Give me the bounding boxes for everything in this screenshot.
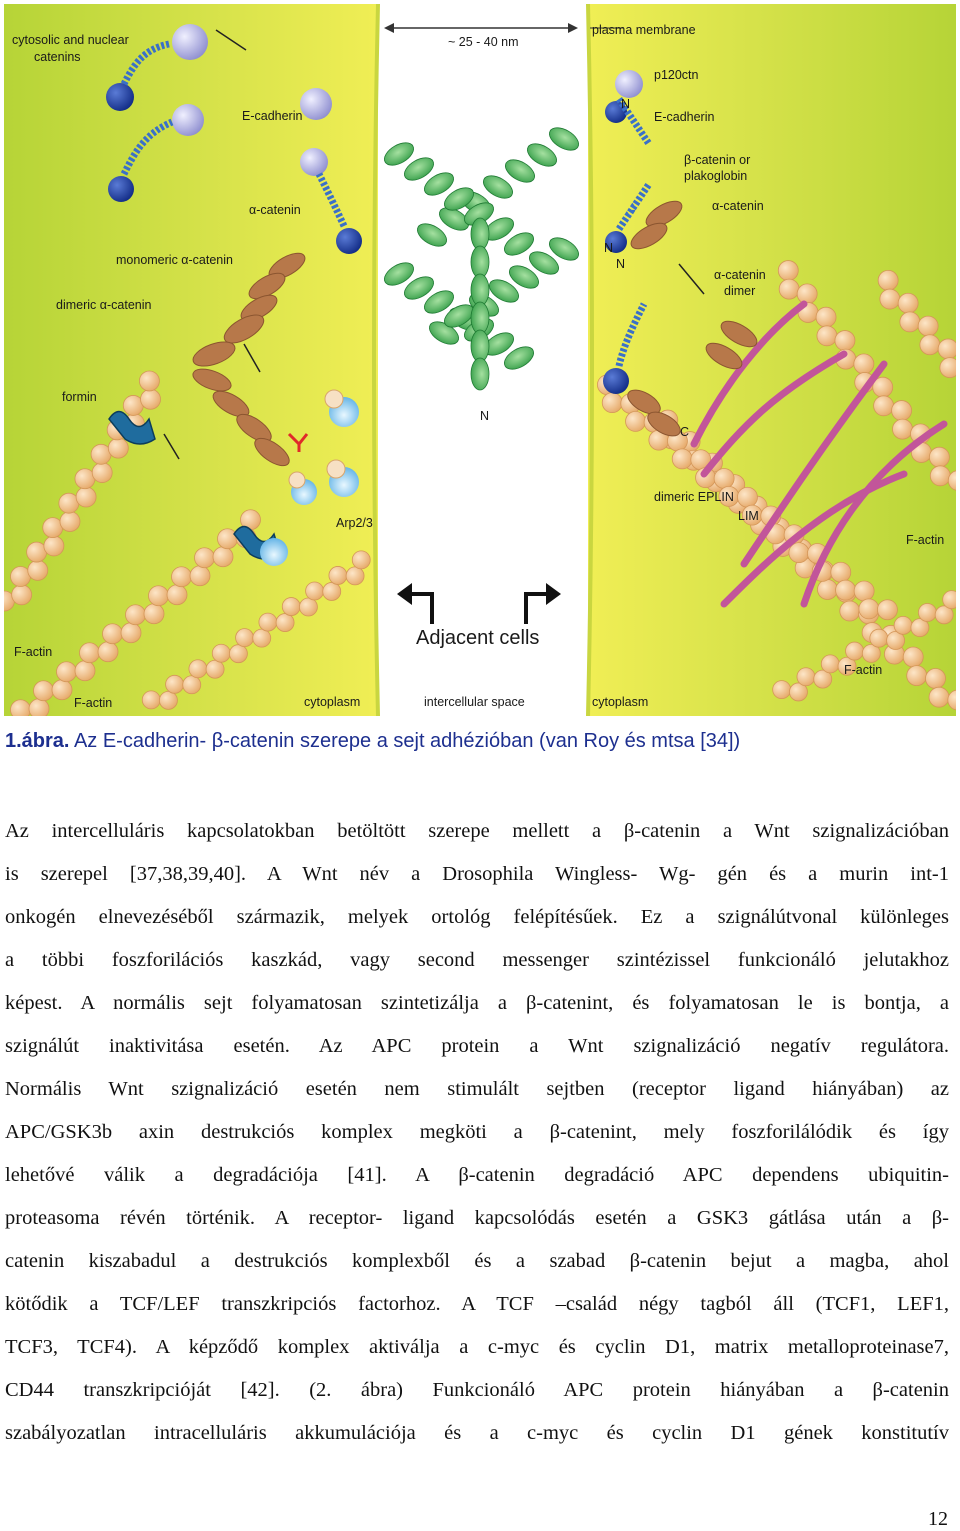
actin-bead xyxy=(194,548,214,568)
actin-bead xyxy=(938,339,956,359)
actin-bead xyxy=(929,687,949,707)
actin-bead xyxy=(840,601,860,621)
actin-bead xyxy=(789,543,809,563)
actin-bead xyxy=(28,560,48,580)
label-cytosolic: cytosolic and nuclear xyxy=(12,33,129,47)
actin-bead xyxy=(602,393,622,413)
actin-bead xyxy=(920,335,940,355)
label-lim: LIM xyxy=(738,509,759,523)
actin-bead xyxy=(870,629,888,647)
actin-bead xyxy=(918,603,936,621)
actin-bead xyxy=(12,585,32,605)
paragraph-line: lehetővé válik a degradációja [41]. A β-catenin degradáció APC dependens ubiquitin- xyxy=(5,1164,949,1186)
paragraph-line: is szerepel [37,38,39,40]. A Wnt név a Drosophila Wingless- Wg- gén és a murin int-1 xyxy=(5,863,949,885)
label-intercellular: intercellular space xyxy=(424,695,525,709)
actin-bead xyxy=(236,629,254,647)
actin-bead xyxy=(190,566,210,586)
label-f-actin-left-1: F-actin xyxy=(14,645,53,659)
paragraph-line: APC/GSK3b axin destrukciós komplex megköti a β-catenint, mely foszforilálódik és így xyxy=(5,1121,949,1143)
label-f-actin-left-2: F-actin xyxy=(74,696,113,710)
cadherin-domain xyxy=(471,246,489,278)
paragraph-line: a többi foszforilációs kaszkád, vagy second messenger szintézissel funkcionáló jelutakhoz xyxy=(5,949,949,971)
paragraph-line: szignálút inaktivitása esetén. Az APC protein a Wnt szignalizáció negatív regulátora. xyxy=(5,1035,949,1057)
actin-bead xyxy=(778,261,798,281)
actin-bead xyxy=(893,419,913,439)
actin-bead xyxy=(29,699,49,716)
label-cytoplasm-left: cytoplasm xyxy=(304,695,361,709)
actin-bead xyxy=(779,279,799,299)
actin-bead xyxy=(52,680,72,700)
actin-bead xyxy=(816,307,836,327)
label-plakoglobin: plakoglobin xyxy=(684,169,748,183)
actin-bead xyxy=(797,284,817,304)
cadherin-domain xyxy=(471,358,489,390)
label-cytosolic-2: catenins xyxy=(34,50,81,64)
label-monomeric: monomeric α-catenin xyxy=(116,253,233,267)
paragraph-line: CD44 transzkripcióját [42]. (2. ábra) Funkcionáló APC protein hiányában a β-catenin xyxy=(5,1379,949,1401)
actin-bead xyxy=(141,389,161,409)
label-cytoplasm-right: cytoplasm xyxy=(592,695,649,709)
paragraph-line: szabályozatlan intracelluláris akkumulációja és a c-myc és cyclin D1 gének konstitutív xyxy=(5,1422,949,1444)
actin-bead xyxy=(877,600,897,620)
actin-bead xyxy=(346,567,364,585)
label-formin: formin xyxy=(62,390,97,404)
actin-bead xyxy=(79,643,99,663)
actin-bead xyxy=(171,567,191,587)
label-alpha-dimer: α-catenin xyxy=(714,268,766,282)
actin-bead xyxy=(75,661,95,681)
actin-bead xyxy=(672,449,692,469)
paragraph-line: Normális Wnt szignalizáció esetén nem stimulált sejtben (receptor ligand hiányában) az xyxy=(5,1078,949,1100)
actin-bead xyxy=(854,354,874,374)
actin-bead xyxy=(56,662,76,682)
figure-caption xyxy=(5,730,740,753)
label-c: C xyxy=(680,425,690,439)
actin-bead xyxy=(282,598,300,616)
actin-bead xyxy=(259,613,277,631)
body-paragraph xyxy=(5,810,949,1455)
actin-bead xyxy=(903,647,923,667)
label-arp23: Arp2/3 xyxy=(336,516,373,530)
actin-bead xyxy=(159,691,177,709)
actin-bead xyxy=(212,644,230,662)
label-alpha-catenin-left: α-catenin xyxy=(249,203,301,217)
actin-bead xyxy=(213,547,233,567)
label-n: N xyxy=(480,409,490,423)
cadherin-domain xyxy=(471,218,489,250)
actin-bead xyxy=(139,371,159,391)
actin-bead xyxy=(878,270,898,290)
label-n-right-1: N xyxy=(621,97,631,111)
actin-bead xyxy=(183,676,201,694)
paragraph-line: onkogén elnevezéséből származik, melyek ortológ felépítésűek. Ez a szignálútvonal különleges xyxy=(5,906,949,928)
actin-bead xyxy=(940,358,956,378)
label-alpha-dimer-2: dimer xyxy=(724,284,756,298)
actin-bead xyxy=(60,511,80,531)
actin-bead xyxy=(797,668,815,686)
actin-bead xyxy=(229,645,247,663)
actin-bead xyxy=(821,655,839,673)
actin-bead xyxy=(835,331,855,351)
actin-bead xyxy=(329,566,347,584)
actin-bead xyxy=(626,411,646,431)
actin-bead xyxy=(907,666,927,686)
label-e-cadherin-right: E-cadherin xyxy=(654,110,715,124)
actin-bead xyxy=(142,691,160,709)
caption-label: 1.ábra. xyxy=(5,730,70,752)
actin-bead xyxy=(854,581,874,601)
label-eplin: dimeric EPLIN xyxy=(654,490,734,504)
right-cell-background xyxy=(588,4,956,716)
actin-bead xyxy=(352,551,370,569)
actin-bead xyxy=(323,582,341,600)
actin-bead xyxy=(76,487,96,507)
actin-bead xyxy=(773,681,791,699)
page-number: 12 xyxy=(928,1508,948,1530)
actin-bead xyxy=(929,447,949,467)
label-p120ctn: p120ctn xyxy=(654,68,699,82)
actin-bead xyxy=(206,660,224,678)
actin-bead xyxy=(189,660,207,678)
label-dimeric: dimeric α-catenin xyxy=(56,298,152,312)
actin-bead xyxy=(859,599,879,619)
actin-bead xyxy=(846,642,864,660)
actin-bead xyxy=(148,586,168,606)
paragraph-line: proteasoma révén történik. A receptor- ligand kapcsolódás esetén a GSK3 gátlása után a β- xyxy=(5,1207,949,1229)
actin-bead xyxy=(880,289,900,309)
actin-bead xyxy=(166,675,184,693)
actin-bead xyxy=(737,487,757,507)
caption-text: Az E-cadherin- β-catenin szerepe a sejt adhézióban (van Roy és mtsa [34]) xyxy=(69,730,741,752)
actin-bead xyxy=(900,312,920,332)
actin-bead xyxy=(714,468,734,488)
actin-bead xyxy=(217,529,237,549)
actin-bead xyxy=(108,438,128,458)
actin-bead xyxy=(918,316,938,336)
paragraph-line: Az intercelluláris kapcsolatokban betöltött szerepe mellett a β-catenin a Wnt szignalizációban xyxy=(5,820,949,842)
actin-bead xyxy=(926,669,946,689)
actin-bead xyxy=(121,623,141,643)
cadherin-domain xyxy=(471,274,489,306)
label-f-actin-right-2: F-actin xyxy=(844,663,883,677)
label-beta-catenin: β-catenin or xyxy=(684,153,751,167)
actin-bead xyxy=(102,624,122,644)
actin-bead xyxy=(894,616,912,634)
label-adjacent-cells: Adjacent cells xyxy=(416,627,540,649)
paragraph-line: képest. A normális sejt folyamatosan szintetizálja a β-catenint, és folyamatosan le is bontja, a xyxy=(5,992,949,1014)
label-n-right-3: N xyxy=(616,257,626,271)
actin-bead xyxy=(306,582,324,600)
label-width: ~ 25 - 40 nm xyxy=(448,35,519,49)
actin-bead xyxy=(874,396,894,416)
actin-bead xyxy=(167,585,187,605)
actin-bead xyxy=(44,536,64,556)
actin-bead xyxy=(253,629,271,647)
actin-bead xyxy=(33,681,53,701)
actin-bead xyxy=(98,642,118,662)
figure-e-cadherin-beta-catenin xyxy=(4,4,956,716)
label-alpha-catenin-right: α-catenin xyxy=(712,199,764,213)
cadherin-domain xyxy=(471,330,489,362)
paragraph-line: catenin kiszabadul a destrukciós komplexből és a szabad β-catenin bejut a magba, ahol xyxy=(5,1250,949,1272)
actin-bead xyxy=(817,579,837,599)
label-plasma-membrane: plasma membrane xyxy=(592,23,696,37)
actin-bead xyxy=(892,401,912,421)
actin-bead xyxy=(930,466,950,486)
label-e-cadherin-left: E-cadherin xyxy=(242,109,303,123)
actin-bead xyxy=(125,605,145,625)
paragraph-line: TCF3, TCF4). A képződő komplex aktiválja a c-myc és cyclin D1, matrix metalloproteinase7, xyxy=(5,1336,949,1358)
actin-bead xyxy=(831,562,851,582)
label-f-actin-right-1: F-actin xyxy=(906,533,945,547)
actin-bead xyxy=(10,700,30,716)
actin-bead xyxy=(276,614,294,632)
paragraph-line: kötődik a TCF/LEF transzkripciós factorhoz. A TCF –család négy tagból áll (TCF1, LEF1, xyxy=(5,1293,949,1315)
actin-bead xyxy=(92,463,112,483)
actin-bead xyxy=(299,598,317,616)
label-n-right-2: N xyxy=(604,241,614,255)
actin-bead xyxy=(817,326,837,346)
actin-bead xyxy=(144,604,164,624)
actin-bead xyxy=(898,293,918,313)
cadherin-domain xyxy=(471,302,489,334)
actin-bead xyxy=(836,580,856,600)
